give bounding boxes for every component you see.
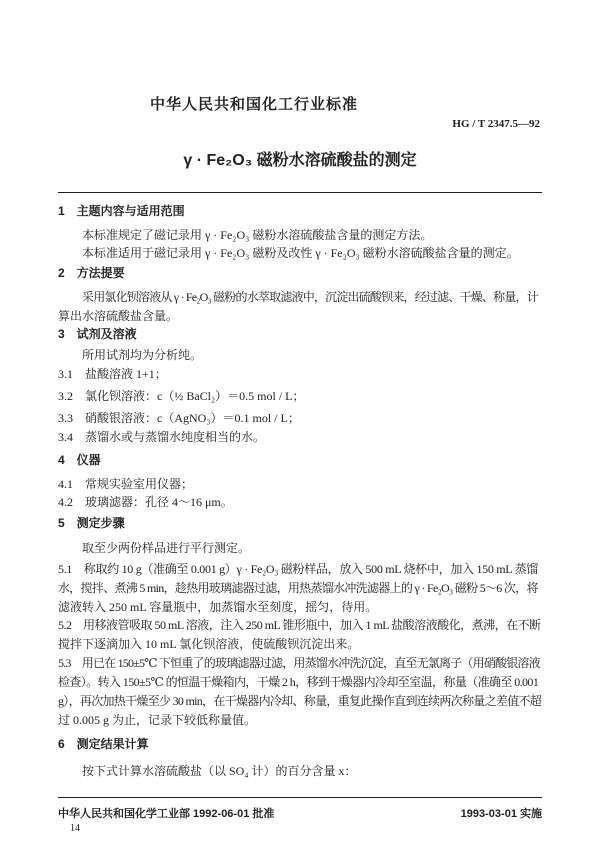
footer-rule (58, 797, 542, 798)
paragraph-line: 滤液转入 250 mL 容量瓶中，加蒸馏水至刻度，摇匀，待用。 (58, 600, 378, 614)
section-1-heading: 1 主题内容与适用范围 (58, 204, 185, 218)
standard-org: 中华人民共和国化工行业标准 (150, 96, 359, 113)
header-rule (58, 192, 542, 193)
list-item: 3.1 盐酸溶液 1+1； (58, 367, 167, 381)
list-item: 3.3 硝酸银溶液：c（AgNO₃）＝0.1 mol / L； (58, 411, 300, 425)
section-4-heading: 4 仪器 (58, 453, 101, 467)
paragraph-line: 5.1 称取约 10 g（准确至 0.001 g）γ · Fe₂O₃ 磁粉样品，放入 500 mL 烧杯中，加入 150 mL 蒸馏 (58, 562, 538, 576)
section-6-heading: 6 测定结果计算 (58, 737, 149, 751)
paragraph-line: 过 0.005 g 为止，记录下较低称量值。 (58, 713, 257, 727)
paragraph-line: 取至少两份样品进行平行测定。 (82, 541, 251, 555)
page-title: γ · Fe₂O₃ 磁粉水溶硫酸盐的测定 (183, 152, 417, 169)
paragraph-line: 按下式计算水溶硫酸盐（以 SO₄ 计）的百分含量 x： (82, 764, 357, 778)
list-item: 3.4 蒸馏水或与蒸馏水纯度相当的水。 (58, 430, 266, 444)
section-3-heading: 3 试剂及溶液 (58, 327, 137, 341)
list-item: 3.2 氯化钡溶液：c（½ BaCl₂）＝0.5 mol / L； (58, 389, 305, 403)
paragraph-line: 本标准规定了磁记录用 γ · Fe₂O₃ 磁粉水溶硫酸盐含量的测定方法。 (82, 228, 433, 242)
section-5-heading: 5 测定步骤 (58, 516, 125, 530)
paragraph-line: 本标准适用于磁记录用 γ · Fe₂O₃ 磁粉及改性 γ · Fe₂O₃ 磁粉水溶硫酸盐含量的测定。 (82, 246, 519, 260)
paragraph-line: 5.2 用移液管吸取 50 mL 溶液，注入 250 mL 锥形瓶中，加入 1 mL 盐酸溶液酸化，煮沸，在不断 (58, 618, 541, 632)
paragraph-line: 水，搅拌、煮沸 5 min，趁热用玻璃滤器过滤，用热蒸馏水冲洗滤器上的 γ · Fe₂O₃ 磁粉 5～6 次，将 (58, 581, 538, 595)
page-number: 14 (70, 823, 80, 834)
paragraph-line: 算出水溶硫酸盐含量。 (58, 309, 179, 323)
paragraph-line: 5.3 用已在 150±5℃ 下恒重了的玻璃滤器过滤，用蒸馏水冲洗沉淀，直至无氯离子（用硝酸银溶液 (58, 656, 540, 670)
section-2-heading: 2 方法提要 (58, 266, 125, 280)
paragraph-line: 搅拌下逐滴加入 10 mL 氯化钡溶液，使硫酸钡沉淀出来。 (58, 637, 360, 651)
paragraph-line: 所用试剂均为分析纯。 (82, 348, 203, 362)
effective-date: 1993-03-01 实施 (460, 808, 542, 820)
paragraph-line: 检查）。转入 150±5℃ 的恒温干燥箱内，干燥 2 h，移到干燥器内冷却至室温，称量（准确至 0.001 (58, 675, 539, 689)
paragraph-line: g），再次加热干燥至少 30 min，在干燥器内冷却、称量，重复此操作直到连续两次称量之差值不超 (58, 694, 542, 708)
list-item: 4.2 玻璃滤器：孔径 4～16 μm。 (58, 495, 233, 509)
standard-code: HG / T 2347.5—92 (452, 118, 540, 130)
approval-date: 中华人民共和国化学工业部 1992-06-01 批准 (58, 808, 275, 820)
paragraph-line: 采用氯化钡溶液从 γ · Fe₂O₃ 磁粉的水萃取滤液中，沉淀出硫酸钡来，经过滤、干燥、称量，计 (82, 290, 538, 304)
list-item: 4.1 常规实验室用仪器； (58, 477, 194, 491)
